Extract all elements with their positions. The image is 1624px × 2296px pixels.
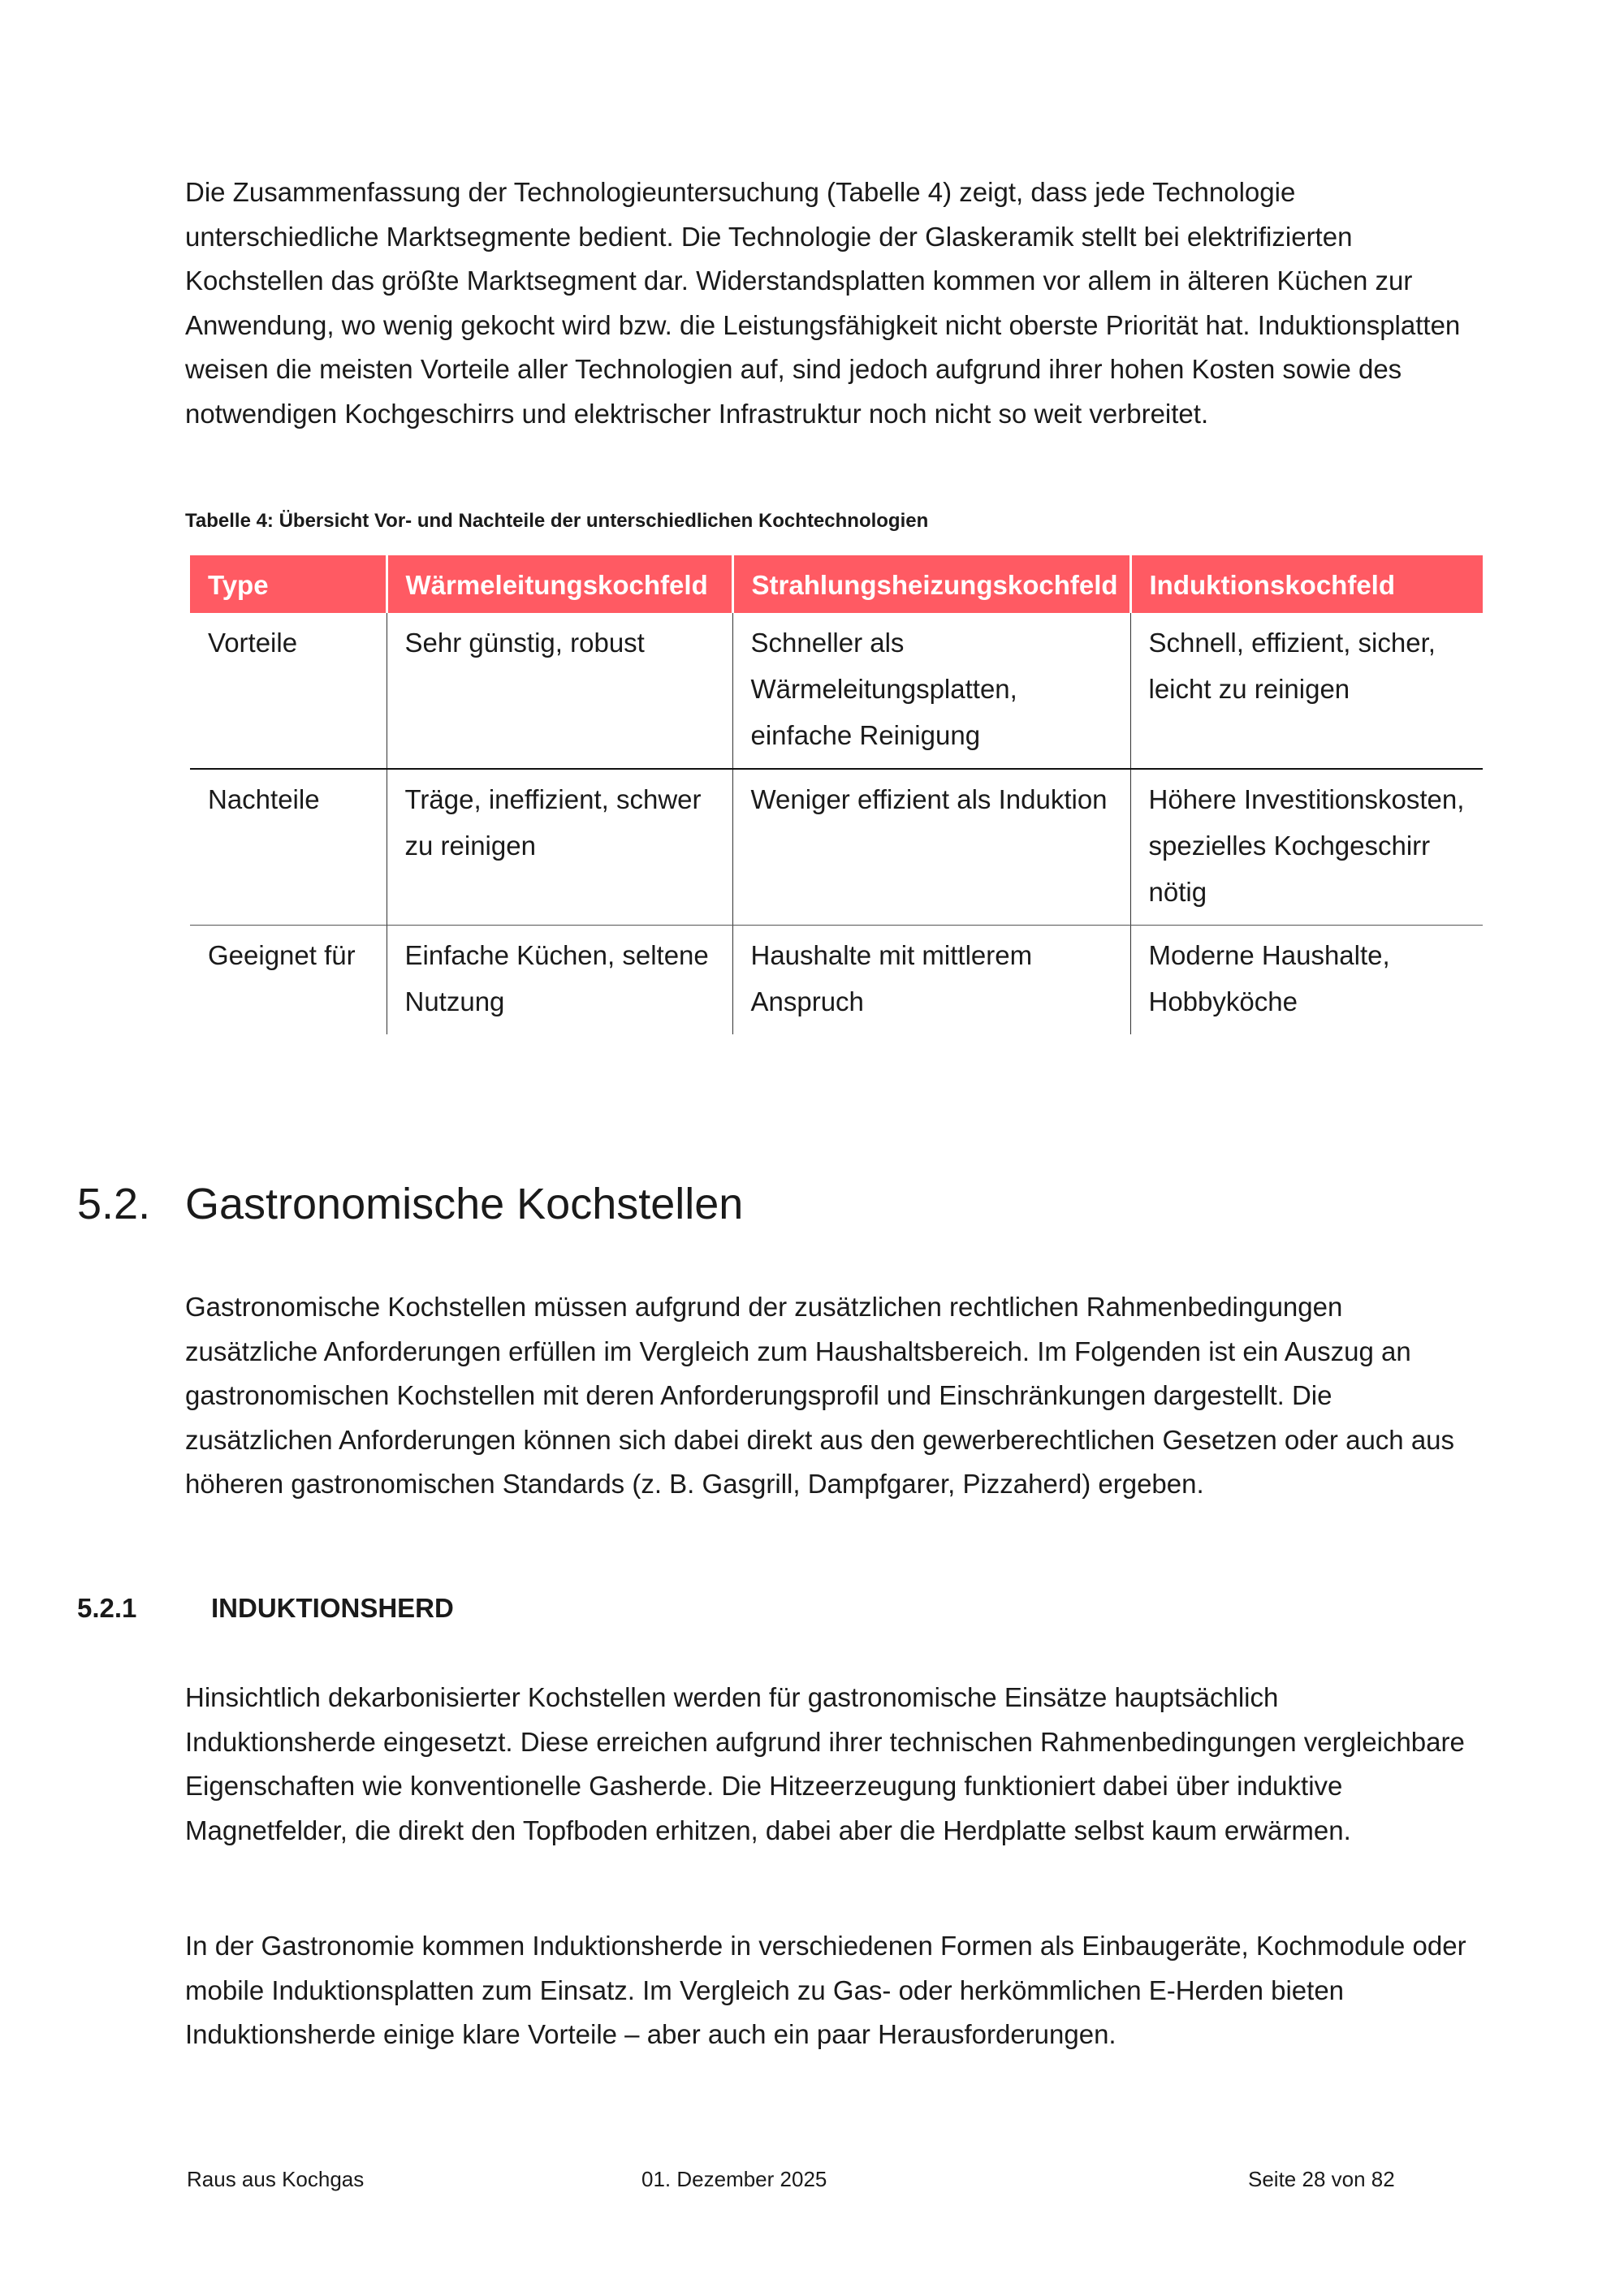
subsection-heading-5-2-1 xyxy=(77,1593,454,1624)
subsection-title: INDUKTIONSHERD xyxy=(211,1593,454,1623)
table-cell: Haushalte mit mittlerem Anspruch xyxy=(732,926,1130,1035)
table-cell: Sehr günstig, robust xyxy=(387,613,732,769)
table-header-cell: Type xyxy=(190,555,387,613)
footer-date: 01. Dezember 2025 xyxy=(641,2167,827,2191)
table-cell: Einfache Küchen, seltene Nutzung xyxy=(387,926,732,1035)
table-cell: Schneller als Wärmeleitungsplatten, einfache Reinigung xyxy=(732,613,1130,769)
subsection-paragraph-2: In der Gastronomie kommen Induktionsherde in verschiedenen Formen als Einbaugeräte, Kochmodule oder mobile Induktionsplatten zum Einsatz. Im Vergleich zu Gas- oder herkömmlichen E-Herden bieten Induktionsherde einige klare Vorteile – aber auch ein paar Herausforderungen. xyxy=(185,1931,1466,2049)
table-cell: Weniger effizient als Induktion xyxy=(732,769,1130,926)
table-row xyxy=(190,769,1483,926)
subsection-paragraph-1: Hinsichtlich dekarbonisierter Kochstellen werden für gastronomische Einsätze hauptsächlich Induktionsherde eingesetzt. Diese erreichen aufgrund ihrer technischen Rahmenbedingungen vergleichbare Eigenschaften wie konventionelle Gasherde. Die Hitzeerzeugung funktioniert dabei über induktive Magnetfelder, die direkt den Topfboden erhitzen, dabei aber die Herdplatte selbst kaum erwärmen. xyxy=(185,1682,1465,1845)
section-number: 5.2. xyxy=(77,1180,151,1228)
table-row xyxy=(190,926,1483,1035)
table-header-cell: Wärmeleitungskochfeld xyxy=(387,555,732,613)
table-header-cell: Strahlungsheizungskochfeld xyxy=(732,555,1130,613)
table-cell: Schnell, effizient, sicher, leicht zu reinigen xyxy=(1130,613,1483,769)
technology-comparison-table xyxy=(190,555,1483,1034)
table-cell: Träge, ineffizient, schwer zu reinigen xyxy=(387,769,732,926)
table-cell: Vorteile xyxy=(190,613,387,769)
table-caption: Tabelle 4: Übersicht Vor- und Nachteile der unterschiedlichen Kochtechnologien xyxy=(185,510,929,532)
intro-paragraph: Die Zusammenfassung der Technologieuntersuchung (Tabelle 4) zeigt, dass jede Technologie unterschiedliche Marktsegmente bedient. Die Technologie der Glaskeramik stellt bei elektrifizierten Kochstellen das größte Marktsegment dar. Widerstandsplatten kommen vor allem in älteren Küchen zur Anwendung, wo wenig gekocht wird bzw. die Leistungsfähigkeit nicht oberste Priorität hat. Induktionsplatten weisen die meisten Vorteile aller Technologien auf, sind jedoch aufgrund ihrer hohen Kosten sowie des notwendigen Kochgeschirrs und elektrischer Infrastruktur noch nicht so weit verbreitet. xyxy=(185,177,1461,429)
table-cell: Moderne Haushalte, Hobbyköche xyxy=(1130,926,1483,1035)
table-cell: Höhere Investitionskosten, spezielles Kochgeschirr nötig xyxy=(1130,769,1483,926)
section-heading-5-2 xyxy=(77,1179,743,1229)
section-title: Gastronomische Kochstellen xyxy=(185,1180,744,1228)
table-row xyxy=(190,613,1483,769)
table-cell: Geeignet für xyxy=(208,940,356,970)
section-5-2-paragraph: Gastronomische Kochstellen müssen aufgrund der zusätzlichen rechtlichen Rahmenbedingungen zusätzliche Anforderungen erfüllen im Vergleich zum Haushaltsbereich. Im Folgenden ist ein Auszug an gastronomischen Kochstellen mit deren Anforderungsprofil und Einschränkungen dargestellt. Die zusätzlichen Anforderungen können sich dabei direkt aus den gewerberechtlichen Gesetzen oder auch aus höheren gastronomischen Standards (z. B. Gasgrill, Dampfgarer, Pizzaherd) ergeben. xyxy=(185,1292,1455,1499)
table-header-row xyxy=(190,555,1483,613)
footer-page-number: Seite 28 von 82 xyxy=(1248,2167,1395,2191)
table-cell: Nachteile xyxy=(190,769,387,926)
footer-document-title: Raus aus Kochgas xyxy=(187,2167,365,2191)
table-header-cell: Induktionskochfeld xyxy=(1130,555,1483,613)
subsection-number: 5.2.1 xyxy=(77,1593,137,1623)
